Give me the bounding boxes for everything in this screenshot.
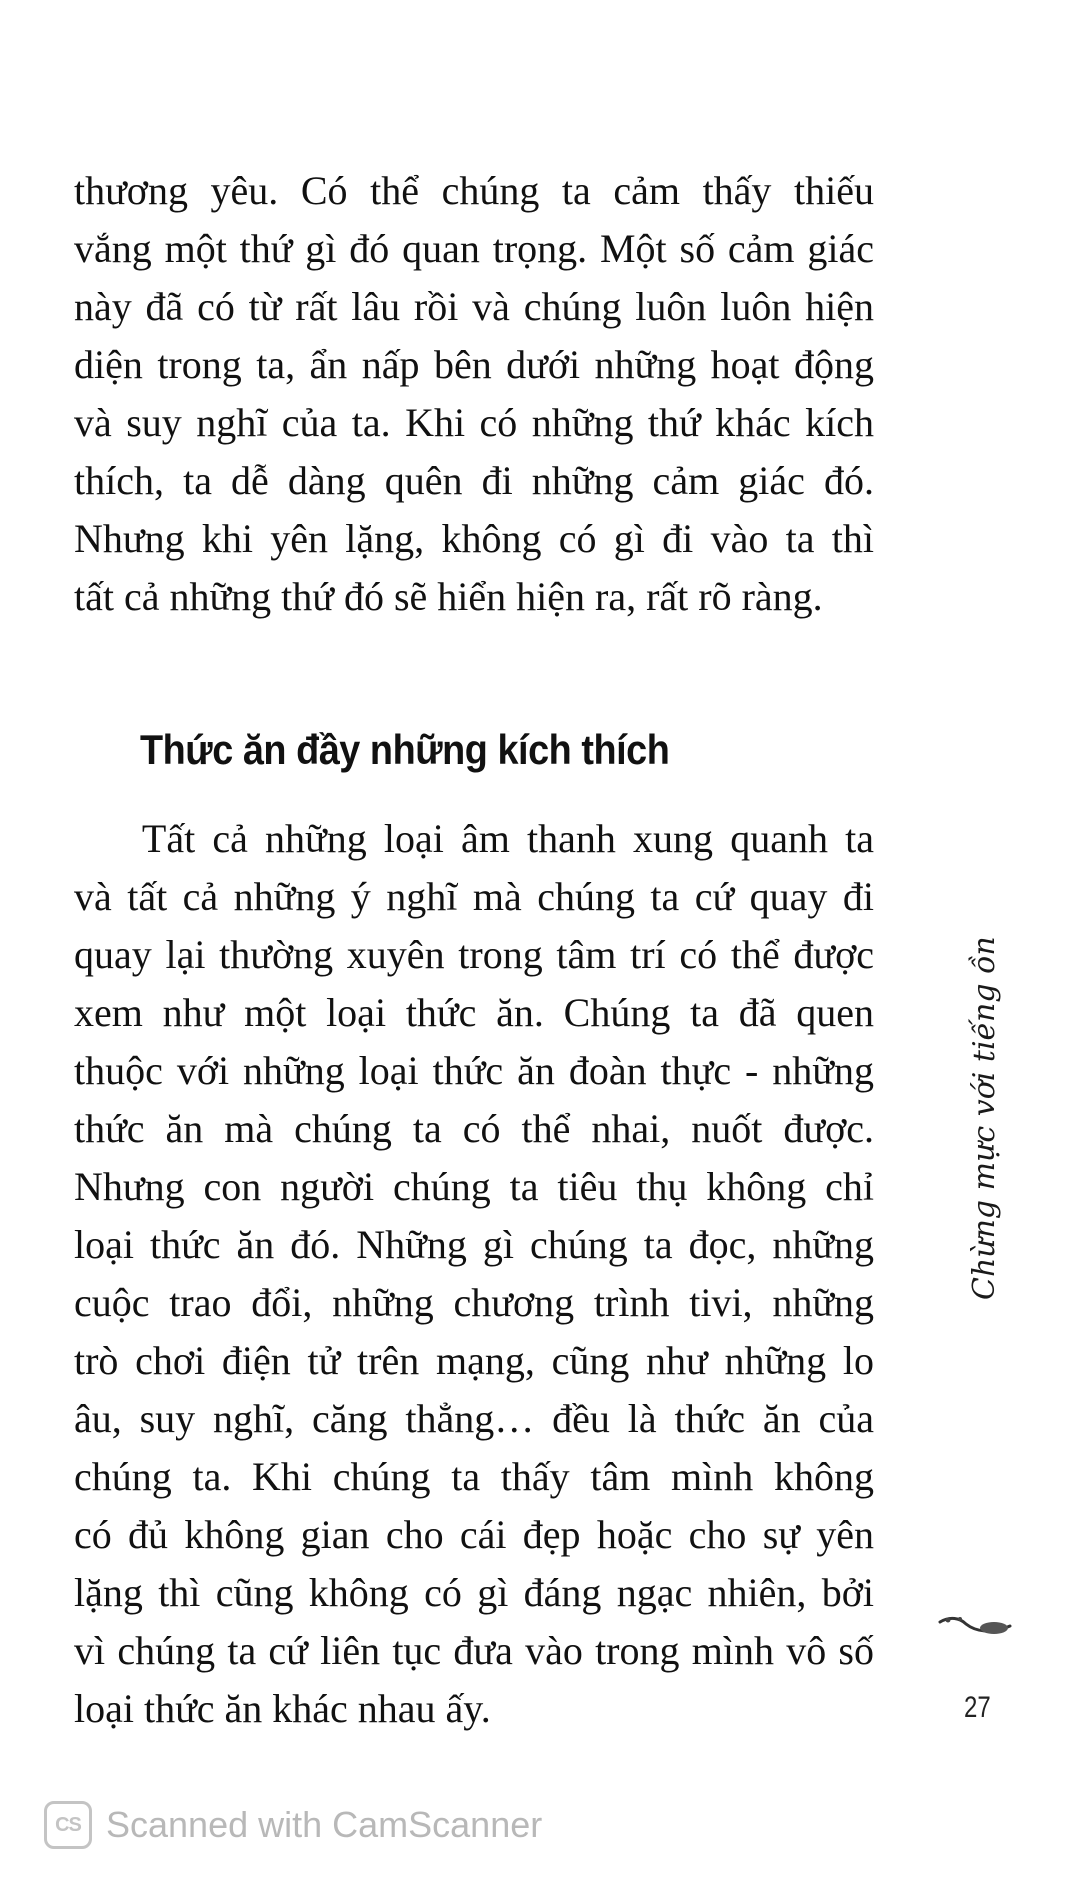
ornament-icon <box>936 1612 1016 1638</box>
page-number: 27 <box>964 1691 991 1724</box>
text-line: lặng thì cũng không có gì đáng ngạc nhiên, bởi <box>74 1570 874 1615</box>
section-paragraph <box>74 810 874 1738</box>
running-book-title: Chừng mực với tiếng ồn <box>967 936 1002 1300</box>
text-line: và tất cả những ý nghĩ mà chúng ta cứ quay đi <box>74 874 874 919</box>
camscanner-watermark <box>44 1798 542 1852</box>
text-line: vắng một thứ gì đó quan trọng. Một số cảm giác <box>74 226 874 271</box>
text-line: chúng ta. Khi chúng ta thấy tâm mình không <box>74 1454 874 1499</box>
text-line: cuộc trao đổi, những chương trình tivi, những <box>74 1280 874 1325</box>
text-line: thích, ta dễ dàng quên đi những cảm giác đó. <box>74 458 874 503</box>
text-line: tất cả những thứ đó sẽ hiển hiện ra, rất rõ ràng. <box>74 574 823 619</box>
text-line: Nhưng khi yên lặng, không có gì đi vào ta thì <box>74 516 874 561</box>
text-line: vì chúng ta cứ liên tục đưa vào trong mình vô số <box>74 1628 874 1673</box>
text-line: trò chơi điện tử trên mạng, cũng như những lo <box>74 1338 874 1383</box>
text-line: thức ăn mà chúng ta có thể nhai, nuốt được. <box>74 1106 874 1151</box>
text-line: và suy nghĩ của ta. Khi có những thứ khác kích <box>74 400 874 445</box>
text-line: có đủ không gian cho cái đẹp hoặc cho sự yên <box>74 1512 874 1557</box>
watermark-text: Scanned with CamScanner <box>106 1804 543 1845</box>
text-line: loại thức ăn khác nhau ấy. <box>74 1686 491 1731</box>
text-line: thương yêu. Có thể chúng ta cảm thấy thiếu <box>74 168 874 213</box>
text-line: âu, suy nghĩ, căng thẳng… đều là thức ăn của <box>74 1396 874 1441</box>
text-line: này đã có từ rất lâu rồi và chúng luôn luôn hiện <box>74 284 874 329</box>
text-line: quay lại thường xuyên trong tâm trí có thể được <box>74 932 874 977</box>
intro-paragraph <box>74 162 874 626</box>
section-heading: Thức ăn đầy những kích thích <box>140 726 670 773</box>
text-line: loại thức ăn đó. Những gì chúng ta đọc, những <box>74 1222 874 1267</box>
text-line: thuộc với những loại thức ăn đoàn thực - những <box>74 1048 874 1093</box>
text-line: Tất cả những loại âm thanh xung quanh ta <box>74 816 874 861</box>
camscanner-logo-icon: CS <box>44 1801 92 1849</box>
text-line: diện trong ta, ẩn nấp bên dưới những hoạt động <box>74 342 874 387</box>
text-line: Nhưng con người chúng ta tiêu thụ không chỉ <box>74 1164 874 1209</box>
text-line: xem như một loại thức ăn. Chúng ta đã quen <box>74 990 874 1035</box>
